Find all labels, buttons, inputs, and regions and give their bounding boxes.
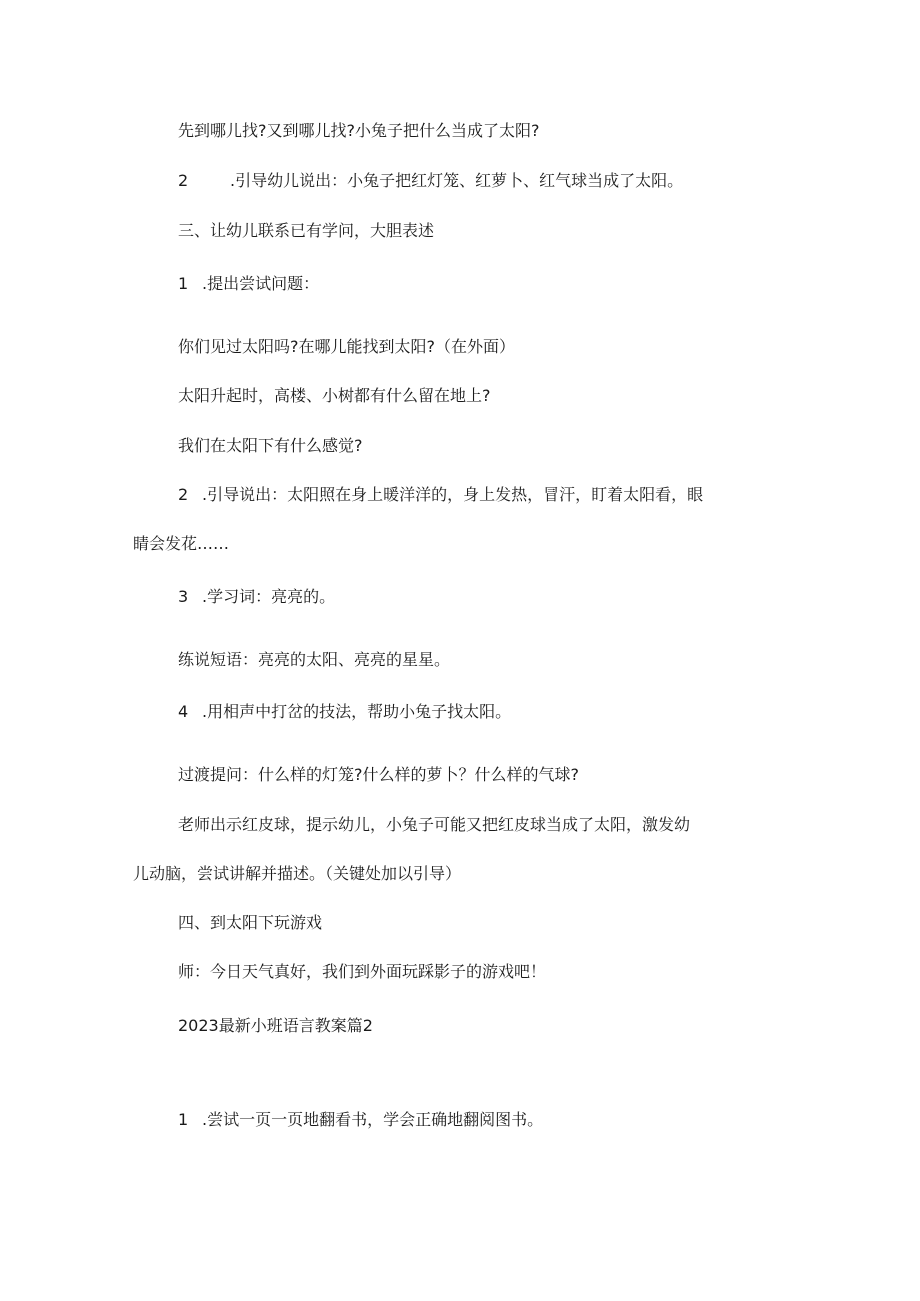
paragraph-line: 过渡提问：什么样的灯笼?什么样的萝卜？什么样的气球? bbox=[178, 765, 579, 784]
paragraph-continuation: 睛会发花…… bbox=[133, 534, 230, 553]
numbered-item: 1 .提出尝试问题： bbox=[178, 274, 320, 293]
numbered-item: 4 .用相声中打岔的技法，帮助小兔子找太阳。 bbox=[178, 702, 512, 721]
item-number: 2 bbox=[178, 485, 189, 504]
paragraph-line: 先到哪儿找?又到哪儿找?小兔子把什么当成了太阳? bbox=[178, 121, 540, 140]
paragraph-line: 练说短语：亮亮的太阳、亮亮的星星。 bbox=[178, 650, 451, 669]
section-title: 2023最新小班语言教案篇2 bbox=[178, 1016, 373, 1035]
paragraph-line: 我们在太阳下有什么感觉? bbox=[178, 436, 363, 455]
item-number: 2 bbox=[178, 171, 189, 190]
numbered-item: 3 .学习词：亮亮的。 bbox=[178, 587, 336, 606]
numbered-item: 2 .引导幼儿说出：小兔子把红灯笼、红萝卜、红气球当成了太阳。 bbox=[178, 171, 684, 190]
numbered-item: 2 .引导说出：太阳照在身上暖洋洋的，身上发热，冒汗，盯着太阳看，眼 bbox=[178, 485, 704, 504]
paragraph-line: 老师出示红皮球，提示幼儿，小兔子可能又把红皮球当成了太阳，激发幼 bbox=[178, 815, 691, 834]
item-number: 3 bbox=[178, 587, 189, 606]
numbered-item: 1 .尝试一页一页地翻看书，学会正确地翻阅图书。 bbox=[178, 1110, 544, 1129]
item-number: 4 bbox=[178, 702, 189, 721]
item-number: 1 bbox=[178, 1110, 189, 1129]
section-heading: 三、让幼儿联系已有学问，大胆表述 bbox=[178, 221, 435, 240]
paragraph-continuation: 儿动脑，尝试讲解并描述。（关键处加以引导） bbox=[133, 864, 462, 883]
item-number: 1 bbox=[178, 274, 189, 293]
paragraph-line: 你们见过太阳吗?在哪儿能找到太阳?（在外面） bbox=[178, 337, 515, 356]
section-heading: 四、到太阳下玩游戏 bbox=[178, 913, 323, 932]
paragraph-line: 师：今日天气真好，我们到外面玩踩影子的游戏吧！ bbox=[178, 962, 547, 981]
paragraph-line: 太阳升起时，高楼、小树都有什么留在地上? bbox=[178, 386, 491, 405]
